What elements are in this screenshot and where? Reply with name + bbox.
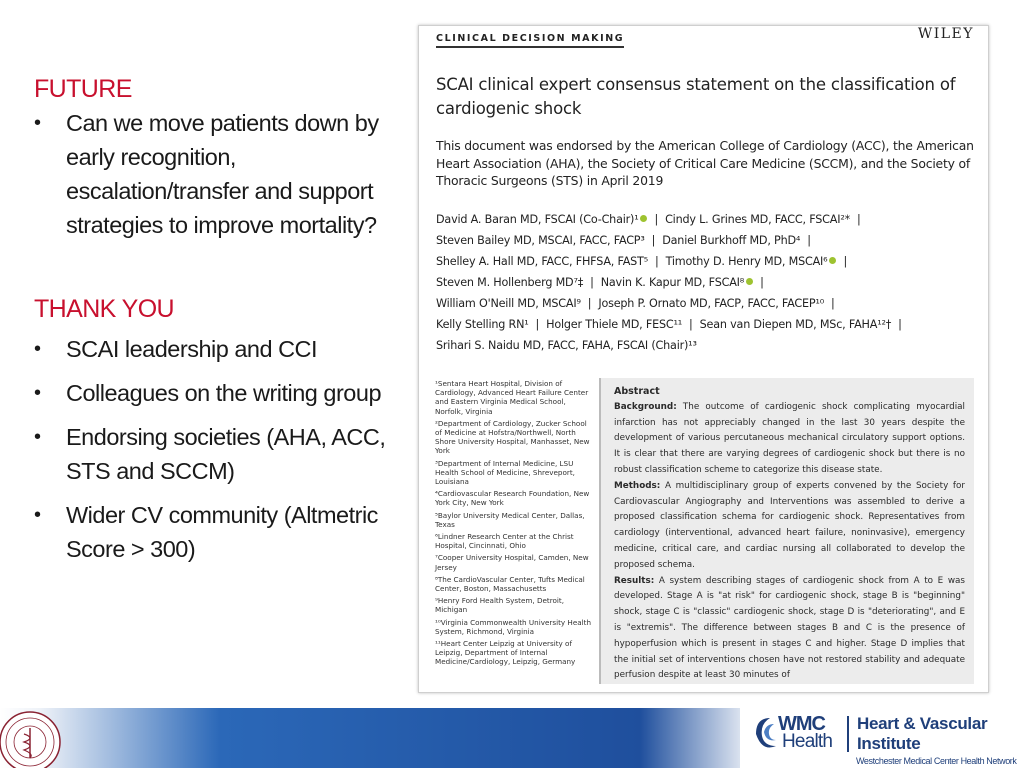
- paper-screenshot: [418, 25, 989, 693]
- orcid-icon: [746, 278, 753, 285]
- author-line: [436, 335, 981, 356]
- author-separator: |: [898, 318, 902, 331]
- author-line: [436, 251, 981, 272]
- author: William O'Neill MD, MSCAI⁹: [436, 297, 581, 310]
- abstract-heading: Abstract: [614, 386, 660, 397]
- author: Daniel Burkhoff MD, PhD⁴: [662, 234, 801, 247]
- paper-title: SCAI clinical expert consensus statement on the classification of cardiogenic shock: [436, 75, 956, 118]
- thank-you-heading: THANK YOU: [34, 295, 174, 323]
- thank-you-bullet: • Wider CV community (Altmetric Score > 300): [34, 498, 394, 566]
- author: Srihari S. Naidu MD, FACC, FAHA, FSCAI (Chair)¹³: [436, 339, 697, 352]
- author: Kelly Stelling RN¹: [436, 318, 529, 331]
- abstract-background: [614, 400, 965, 479]
- thank-you-bullet: • Endorsing societies (AHA, ACC, STS and SCCM): [34, 420, 394, 488]
- abstract-label: Background:: [614, 401, 677, 412]
- author: Navin K. Kapur MD, FSCAI⁸: [600, 276, 745, 289]
- author-separator: |: [857, 213, 861, 226]
- author: Sean van Diepen MD, MSc, FAHA¹²†: [699, 318, 892, 331]
- wmc-logo: [752, 712, 1024, 768]
- affiliation: ¹Sentara Heart Hospital, Division of Cardiology, Advanced Heart Failure Center and Eastern Virginia Medical School, Norfolk, Virginia: [435, 379, 589, 416]
- affiliation: ¹¹Heart Center Leipzig at University of Leipzig, Department of Internal Medicine/Cardiology, Leipzig, Germany: [435, 639, 576, 667]
- publisher-logo: WILEY: [917, 26, 974, 42]
- affiliation: ⁹Henry Ford Health System, Detroit, Michigan: [435, 596, 565, 615]
- affiliation: ⁶Lindner Research Center at the Christ Hospital, Cincinnati, Ohio: [435, 532, 574, 551]
- thank-you-bullet: • Colleagues on the writing group: [34, 376, 394, 410]
- affiliations: [435, 379, 593, 670]
- author: David A. Baran MD, FSCAI (Co-Chair)¹: [436, 213, 639, 226]
- affiliation: ⁴Cardiovascular Research Foundation, New York City, New York: [435, 489, 590, 508]
- affiliation: ⁸The CardioVascular Center, Tufts Medical Center, Boston, Massachusetts: [435, 574, 585, 594]
- medical-college-seal-icon: [0, 708, 72, 768]
- affiliation: ³Department of Internal Medicine, LSU Health School of Medicine, Shreveport, Louisiana: [435, 458, 575, 487]
- logo-divider: [847, 716, 849, 752]
- author-line: [436, 230, 981, 251]
- future-heading: FUTURE: [34, 75, 132, 103]
- author: Steven Bailey MD, MSCAI, FACC, FACP³: [436, 234, 645, 247]
- thank-you-bullet-list: [34, 332, 394, 566]
- wmc-name: WMC: [778, 713, 825, 735]
- author-separator: |: [760, 276, 764, 289]
- author: Steven M. Hollenberg MD⁷‡: [436, 276, 584, 289]
- future-bullet-list: [34, 106, 394, 242]
- affiliation: ²Department of Cardiology, Zucker School of Medicine at Hofstra/Northwell, North Shore University Hospital, Manhasset, New York: [435, 418, 590, 456]
- author-separator: |: [651, 234, 656, 247]
- network-name: Westchester Medical Center Health Network: [856, 756, 1017, 766]
- future-bullet: • Can we move patients down by early recognition, escalation/transfer and support strategies to improve mortality?: [34, 106, 394, 242]
- orcid-icon: [640, 215, 647, 222]
- abstract-results: [614, 574, 965, 685]
- author-separator: |: [830, 297, 835, 310]
- paper-section-label: CLINICAL DECISION MAKING: [436, 33, 624, 48]
- abstract-methods: [614, 479, 965, 574]
- author-separator: |: [807, 234, 811, 247]
- author: Joseph P. Ornato MD, FACP, FACC, FACEP¹⁰: [598, 297, 824, 310]
- author-line: [436, 209, 981, 230]
- author-separator: |: [587, 297, 592, 310]
- author: Holger Thiele MD, FESC¹¹: [546, 318, 683, 331]
- author-separator: |: [843, 255, 848, 268]
- abstract-box: [599, 378, 974, 684]
- author-line: [436, 272, 981, 293]
- paper-endorsement: This document was endorsed by the American College of Cardiology (ACC), the American Heart Association (AHA), the Society of Critical Care Medicine (SCCM), and the Society of Thoracic Surgeons (STS) in April 2019: [436, 138, 974, 188]
- author-line: [436, 293, 981, 314]
- abstract-text: The outcome of cardiogenic shock complicating myocardial infarction has not appreciably changed in the last 30 years despite the development of various percutaneous mechanical circulatory support options. It is clear that there are varying degrees of cardiogenic shock but there is no robust classification scheme to categorize this disease state.: [614, 401, 965, 475]
- affiliation: ¹⁰Virginia Commonwealth University Health System, Richmond, Virginia: [435, 617, 592, 636]
- author-separator: |: [590, 276, 594, 289]
- abstract-text: A multidisciplinary group of experts convened by the Society for Cardiovascular Angiography and Interventions was assembled to derive a proposed classification schema for cardiogenic shock. Representatives from cardiology (interventional, advanced heart failure, noninvasive), emergency medicine, critical care, and cardiac nursing all collaborated to develop the proposed schema.: [614, 480, 966, 570]
- author-line: [436, 314, 981, 335]
- affiliation: ⁷Cooper University Hospital, Camden, New Jersey: [435, 553, 589, 572]
- thank-you-bullet: • SCAI leadership and CCI: [34, 332, 394, 366]
- wmc-health: Health: [782, 731, 833, 752]
- slide-text-column: [34, 72, 394, 566]
- author: Shelley A. Hall MD, FACC, FHFSA, FAST⁵: [436, 255, 648, 268]
- abstract-text: A system describing stages of cardiogenic shock from A to E was developed. Stage A is "at risk" for cardiogenic shock, stage B is "beginning" shock, stage C is "classic" cardiogenic shock, stage D is "deteriorating", and E is "extremis". The difference between stages B and C is the presence of hypoperfusion which is present in stages C and higher. Stage D implies that the initial set of interventions chosen have not restored stability and adequate perfusion despite at least 30 minutes of: [614, 575, 966, 681]
- author: Timothy D. Henry MD, MSCAI⁶: [665, 255, 828, 268]
- affiliation: ⁵Baylor University Medical Center, Dallas, Texas: [435, 510, 585, 529]
- author: Cindy L. Grines MD, FACC, FSCAI²*: [665, 213, 850, 226]
- author-separator: |: [535, 318, 540, 331]
- abstract-label: Results:: [614, 575, 655, 586]
- orcid-icon: [829, 257, 836, 264]
- author-list: [436, 209, 981, 356]
- author-separator: |: [654, 213, 659, 226]
- abstract-label: Methods:: [614, 480, 661, 491]
- institute-name: [857, 714, 987, 754]
- author-separator: |: [654, 255, 659, 268]
- institute-line: Heart & Vascular: [857, 714, 988, 733]
- author-separator: |: [689, 318, 693, 331]
- institute-line: Institute: [857, 734, 921, 753]
